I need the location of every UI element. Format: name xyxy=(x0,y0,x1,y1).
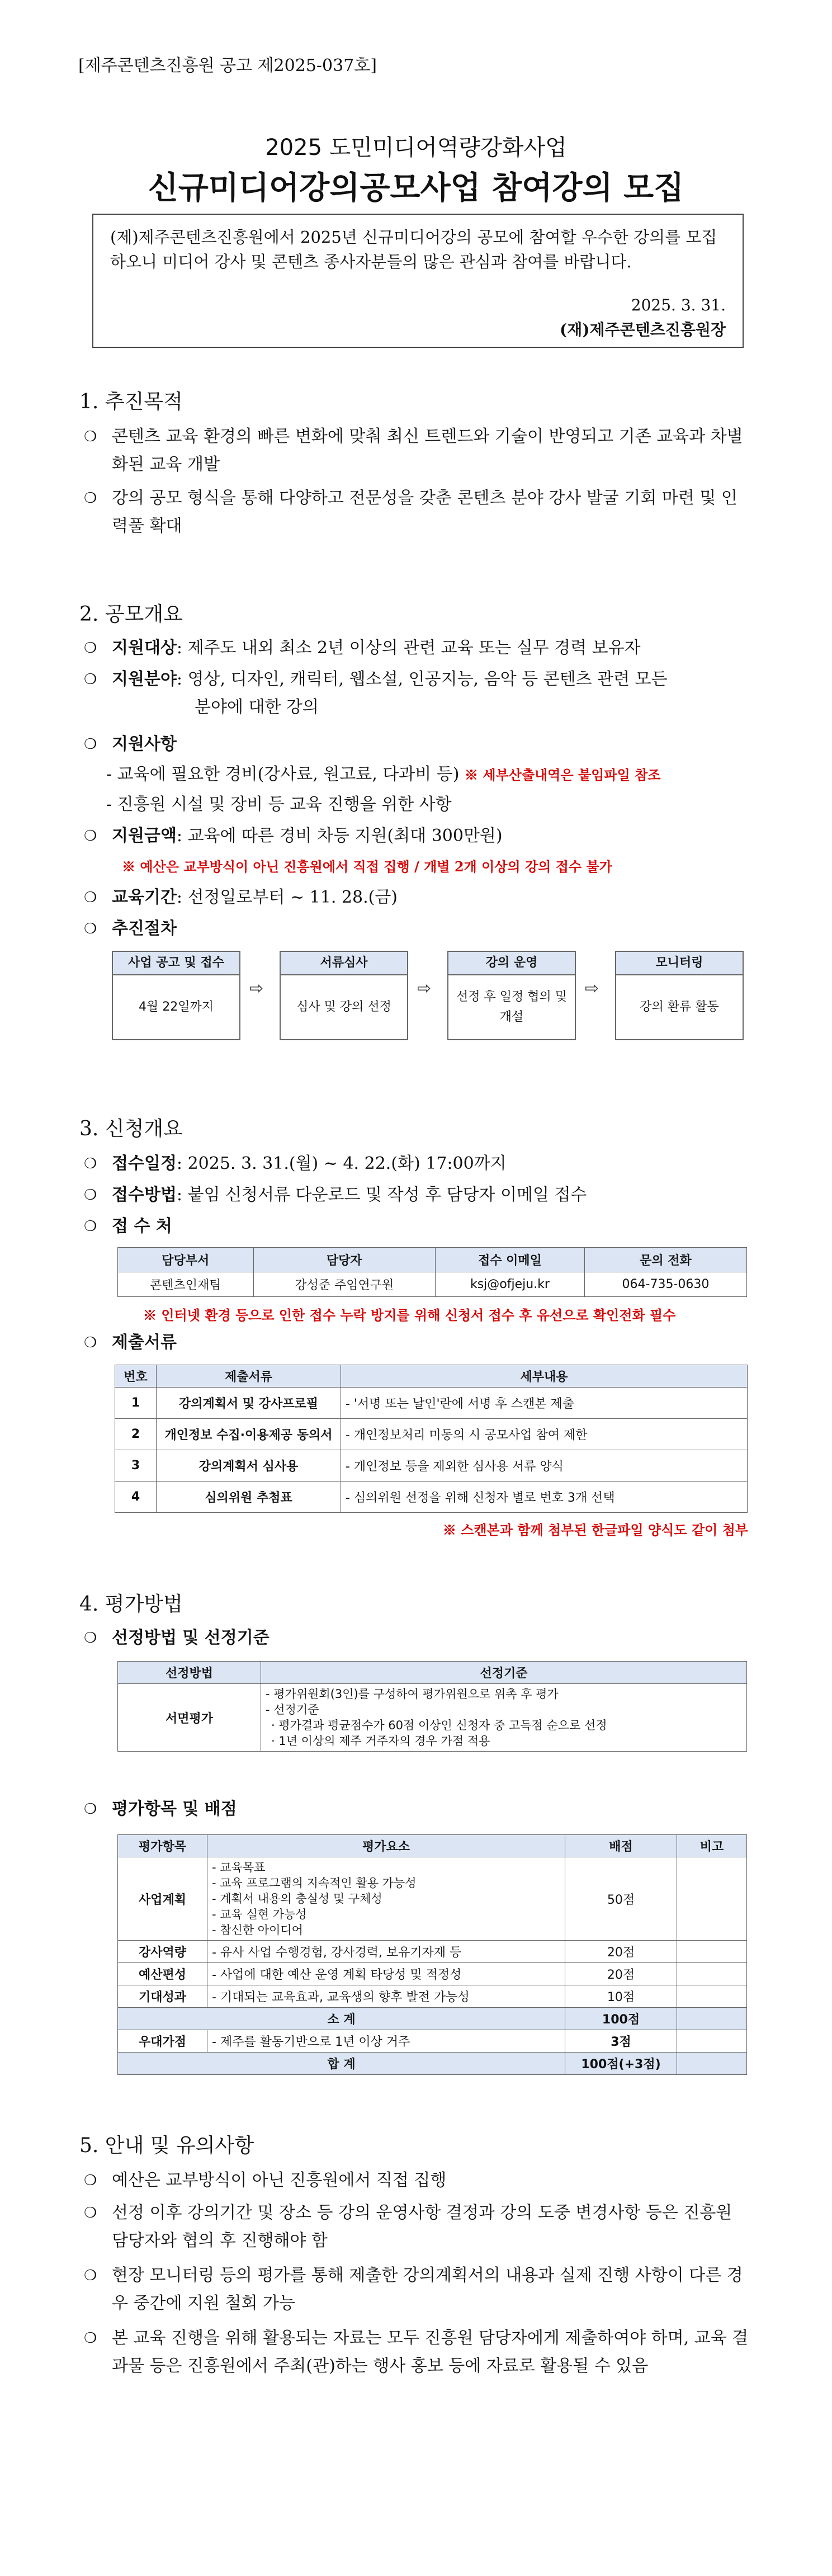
intro-box xyxy=(92,214,744,348)
arrow-right-icon: ⇨ xyxy=(585,979,599,998)
table-row: 4 심의위원 추첨표 - 심의위원 선정을 위해 신청자 별로 번호 3개 선택 xyxy=(115,1482,748,1513)
bullet-icon: ❍ xyxy=(84,889,97,906)
s1-item-1: ❍ 콘텐츠 교육 환경의 빠른 변화에 맞춰 최신 트렌드와 기술이 반영되고 기존 교육과 차별화된 교육 개발 xyxy=(84,423,749,479)
s2-process: ❍ 추진절차 xyxy=(84,915,749,943)
flow-step-2: 서류심사 심사 및 강의 선정 xyxy=(280,951,408,1040)
bullet-icon: ❍ xyxy=(84,1801,97,1818)
selection-criteria: - 평가위원회(3인)를 구성하여 평가위원으로 위촉 후 평가 - 선정기준 · 평가결과 평균점수가 60점 이상인 신청자 중 고득점 순으로 선정 · 1년 이상의 제주 거주자의 경우 가점 적용 xyxy=(266,1687,607,1748)
intro-org: (재)제주콘텐츠진흥원장 xyxy=(560,320,726,339)
s2-amount: ❍ 지원금액: 교육에 따른 경비 차등 지원(최대 300만원) xyxy=(84,822,749,850)
selection-table: 선정방법 선정기준 서면평가 - 평가위원회(3인)를 구성하여 평가위원으로 위촉 후 평가 - 선정기준 · 평가결과 평균점수가 60점 이상인 신청자 중 고득점 순으로 선정 · 1년 이상의 제주 거주자의 경우 가점 적용 xyxy=(117,1661,747,1752)
bullet-icon: ❍ xyxy=(84,2205,97,2221)
bullet-icon: ❍ xyxy=(84,1334,97,1351)
bullet-icon: ❍ xyxy=(84,828,97,844)
bullet-icon: ❍ xyxy=(84,2267,97,2284)
section-3-heading: 3. 신청개요 xyxy=(79,1117,183,1140)
evaluation-table: 평가항목 평가요소 배점 비고 사업계획 - 교육목표 - 교육 프로그램의 지속적인 활용 가능성 - 계획서 내용의 충실성 및 구체성 - 교육 실현 가능성 - 참신한 아이디어 50점 강사역량 - 유사 사업 수행경험, 강사경력, 보유기자재 등 20점 예산편성 - 사업에 대한 예산 운영 계획 타당성 및 적정성 20점 기대성과 - 기대되는 교육효과, 교육생의 향후 발전 가능성 10점 소 계 100점 우대가점 - 제주를 활동기반으로 1년 이상 거주 3점 합 계 100점(+3점) xyxy=(117,1834,747,2075)
table-row: 서면평가 - 평가위원회(3인)를 구성하여 평가위원으로 위촉 후 평가 - 선정기준 · 평가결과 평균점수가 60점 이상인 신청자 중 고득점 순으로 선정 · 1년 이상의 제주 거주자의 경우 가점 적용 xyxy=(118,1684,747,1752)
process-flow xyxy=(112,951,749,1046)
intro-text: (제)제주콘텐츠진흥원에서 2025년 신규미디어강의 공모에 참여할 우수한 강의를 모집하오니 미디어 강사 및 콘텐츠 종사자분들의 많은 관심과 참여를 바랍니다. xyxy=(110,228,717,271)
bullet-icon: ❍ xyxy=(84,921,97,937)
s4-evaluation: ❍ 평가항목 및 배점 xyxy=(84,1795,749,1823)
flow-step-3: 강의 운영 선정 후 일정 협의 및 개설 xyxy=(447,951,576,1040)
amount-note: ※ 예산은 교부방식이 아닌 진흥원에서 직접 집행 / 개별 2개 이상의 강의 접수 불가 xyxy=(122,858,612,875)
section-2-heading: 2. 공모개요 xyxy=(79,603,183,626)
arrow-right-icon: ⇨ xyxy=(417,979,432,998)
table-row: 3 강의계획서 심사용 - 개인정보 등을 제외한 심사용 서류 양식 xyxy=(115,1450,748,1482)
table-row: 1 강의계획서 및 강사프로필 - '서명 또는 날인'란에 서명 후 스캔본 제출 xyxy=(115,1388,748,1419)
arrow-right-icon: ⇨ xyxy=(249,979,264,998)
docs-note: ※ 스캔본과 함께 첨부된 한글파일 양식도 같이 첨부 xyxy=(442,1522,748,1538)
contact-note: ※ 인터넷 환경 등으로 인한 접수 누락 방지를 위해 신청서 접수 후 유선으로 확인전화 필수 xyxy=(143,1307,676,1323)
docs-table: 번호 제출서류 세부내용 1 강의계획서 및 강사프로필 - '서명 또는 날인'란에 서명 후 스캔본 제출 2 개인정보 수집·이용제공 동의서 - 개인정보처리 미동의 시 공모사업 참여 제한 3 강의계획서 심사용 - 개인정보 등을 제외한 심사용 서류 양식 4 심의위원 추첨표 - 심의위원 선정을 위해 신청자 별로 번호 3개 선택 xyxy=(115,1365,748,1513)
section-1-heading: 1. 추진목적 xyxy=(79,390,183,413)
subtotal-row: 소 계 100점 xyxy=(118,2008,747,2030)
s2-support-sub-2: - 진흥원 시설 및 장비 등 교육 진행을 위한 사항 xyxy=(106,795,452,814)
section-4-heading: 4. 평가방법 xyxy=(79,1593,183,1616)
support-note: ※ 세부산출내역은 붙임파일 참조 xyxy=(465,767,661,783)
s3-method: ❍ 접수방법: 붙임 신청서류 다운로드 및 작성 후 담당자 이메일 접수 xyxy=(84,1181,749,1209)
notice-number: [제주콘텐츠진흥원 공고 제2025-037호] xyxy=(78,56,377,76)
s2-support-sub-1: - 교육에 필요한 경비(강사료, 원고료, 다과비 등) ※ 세부산출내역은 붙임파일 참조 xyxy=(106,765,661,784)
bullet-icon: ❍ xyxy=(84,736,97,753)
table-row: 예산편성 - 사업에 대한 예산 운영 계획 타당성 및 적정성 20점 xyxy=(118,1963,747,1985)
bullet-icon: ❍ xyxy=(84,428,97,445)
s3-contact: ❍ 접 수 처 xyxy=(84,1212,749,1240)
intro-date: 2025. 3. 31. xyxy=(631,296,726,314)
s5-item-3: ❍ 현장 모니터링 등의 평가를 통해 제출한 강의계획서의 내용과 실제 진행 사항이 다른 경우 중간에 지원 철회 가능 xyxy=(84,2262,749,2318)
table-row: 콘텐츠인재팀 강성준 주임연구원 ksj@ofjeju.kr 064-735-0630 xyxy=(118,1272,747,1297)
flow-step-1: 사업 공고 및 접수 4월 22일까지 xyxy=(112,951,240,1040)
s2-support: ❍ 지원사항 xyxy=(84,730,749,758)
page-title: 신규미디어강의공모사업 참여강의 모집 xyxy=(148,170,684,206)
contact-phone: 064-735-0630 xyxy=(584,1272,746,1297)
s3-period: ❍ 접수일정: 2025. 3. 31.(월) ~ 4. 22.(화) 17:00까지 xyxy=(84,1150,749,1178)
bullet-icon: ❍ xyxy=(84,1630,97,1646)
section-5-heading: 5. 안내 및 유의사항 xyxy=(79,2134,254,2157)
s5-item-2: ❍ 선정 이후 강의기간 및 장소 등 강의 운영사항 결정과 강의 도중 변경사항 등은 진흥원 담당자와 협의 후 진행해야 함 xyxy=(84,2199,749,2255)
s1-item-2: ❍ 강의 공모 형식을 통해 다양하고 전문성을 갖춘 콘텐츠 분야 강사 발굴 기회 마련 및 인력풀 확대 xyxy=(84,484,749,540)
bullet-icon: ❍ xyxy=(84,671,97,688)
s3-docs: ❍ 제출서류 xyxy=(84,1329,749,1357)
table-row: 사업계획 - 교육목표 - 교육 프로그램의 지속적인 활용 가능성 - 계획서 내용의 충실성 및 구체성 - 교육 실현 가능성 - 참신한 아이디어 50점 xyxy=(118,1857,747,1941)
s2-period: ❍ 교육기간: 선정일로부터 ~ 11. 28.(금) xyxy=(84,884,749,912)
s2-field: ❍ 지원분야: 영상, 디자인, 캐릭터, 웹소설, 인공지능, 음악 등 콘텐츠 관련 모든 xyxy=(84,666,749,693)
bullet-icon: ❍ xyxy=(84,1155,97,1172)
bullet-icon: ❍ xyxy=(84,490,97,507)
bullet-icon: ❍ xyxy=(84,640,97,657)
s5-item-4: ❍ 본 교육 진행을 위해 활용되는 자료는 모두 진흥원 담당자에게 제출하여야 하며, 교육 결과물 등은 진흥원에서 주최(관)하는 행사 홍보 등에 자료로 활용될 수 있음 xyxy=(84,2324,749,2380)
bullet-icon: ❍ xyxy=(84,2172,97,2189)
s4-selection: ❍ 선정방법 및 선정기준 xyxy=(84,1624,749,1652)
flow-step-4: 모니터링 강의 환류 활동 xyxy=(615,951,744,1040)
table-row: 강사역량 - 유사 사업 수행경험, 강사경력, 보유기자재 등 20점 xyxy=(118,1941,747,1963)
total-row: 합 계 100점(+3점) xyxy=(118,2053,747,2075)
bonus-row: 우대가점 - 제주를 활동기반으로 1년 이상 거주 3점 xyxy=(118,2030,747,2053)
program-subtitle: 2025 도민미디어역량강화사업 xyxy=(265,135,567,161)
s5-item-1: ❍ 예산은 교부방식이 아닌 진흥원에서 직접 집행 xyxy=(84,2167,749,2195)
table-row: 기대성과 - 기대되는 교육효과, 교육생의 향후 발전 가능성 10점 xyxy=(118,1985,747,2008)
contact-table: 담당부서 담당자 접수 이메일 문의 전화 콘텐츠인재팀 강성준 주임연구원 ksj@ofjeju.kr 064-735-0630 xyxy=(117,1247,747,1297)
bullet-icon: ❍ xyxy=(84,1187,97,1204)
s2-target: ❍ 지원대상: 제주도 내외 최소 2년 이상의 관련 교육 또는 실무 경력 보유자 xyxy=(84,634,749,662)
contact-email: ksj@ofjeju.kr xyxy=(436,1272,585,1297)
table-row: 2 개인정보 수집·이용제공 동의서 - 개인정보처리 미동의 시 공모사업 참여 제한 xyxy=(115,1419,748,1450)
bullet-icon: ❍ xyxy=(84,2330,97,2347)
s2-field-cont: 분야에 대한 강의 xyxy=(195,697,319,717)
bullet-icon: ❍ xyxy=(84,1218,97,1235)
